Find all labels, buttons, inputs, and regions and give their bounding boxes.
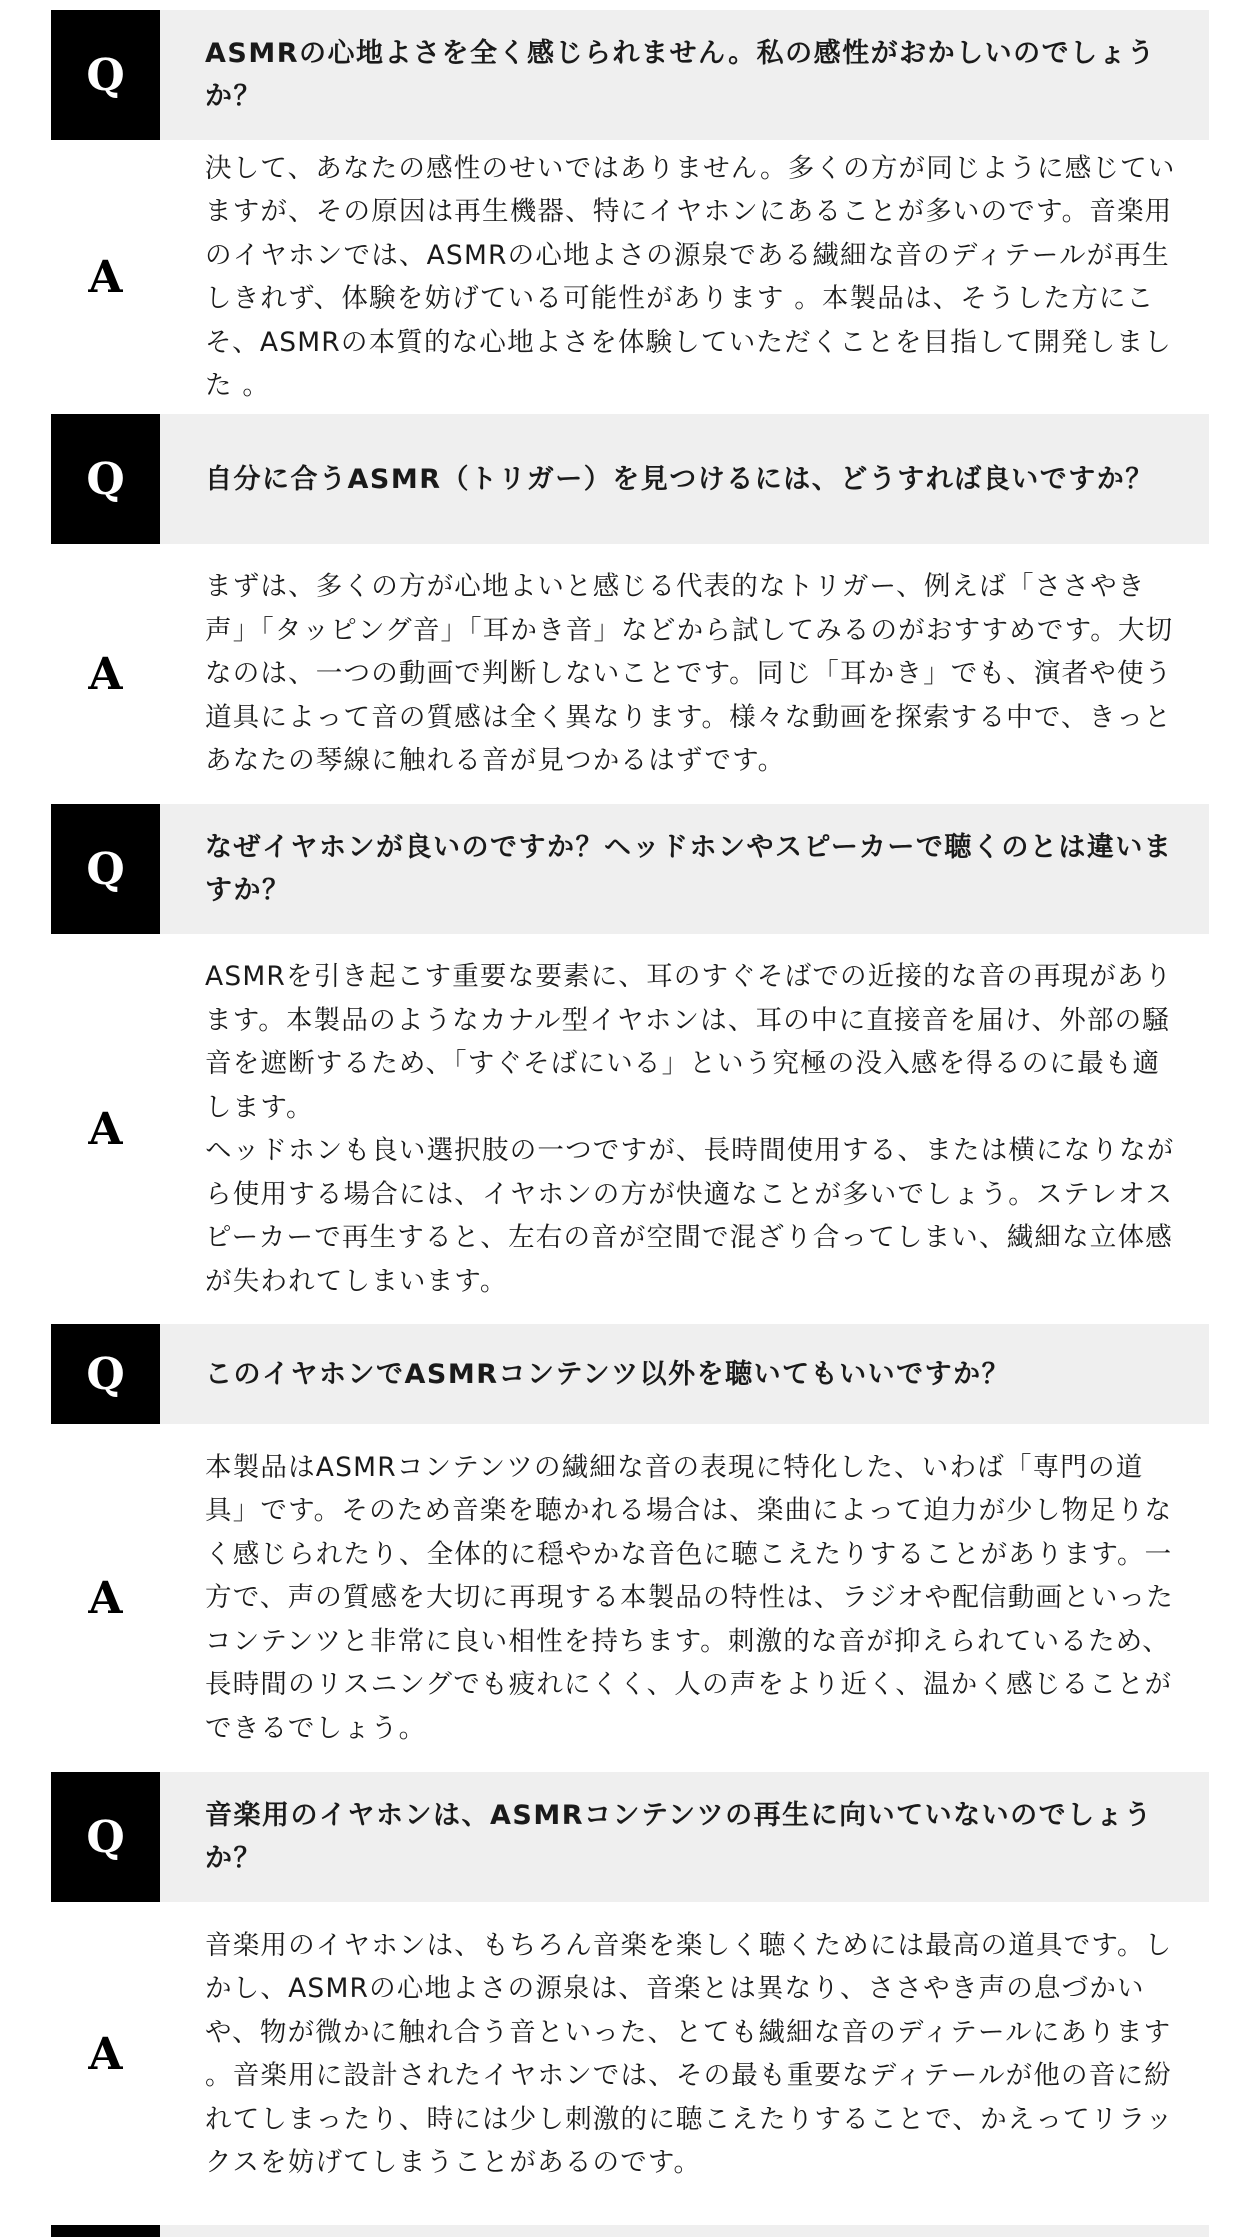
faq-answer-paragraph: ヘッドホンも良い選択肢の一つですが、長時間使用する、または横になりながら使用する場合には、イヤホンの方が快適なことが多いでしょう。ステレオスピーカーで再生すると、左右の音が空間で混ざり合ってしまい、繊細な立体感が失われてしまいます。 bbox=[205, 1135, 1175, 1297]
answer-badge: A bbox=[51, 140, 160, 414]
question-badge-partial bbox=[51, 2225, 160, 2237]
faq-question-row[interactable] bbox=[51, 804, 1209, 934]
question-badge: Q bbox=[51, 1324, 160, 1424]
faq-answer-row bbox=[51, 544, 1209, 804]
faq-question-text: ASMRの心地よさを全く感じられません。私の感性がおかしいのでしょうか？ bbox=[205, 38, 1156, 112]
faq-answer-row bbox=[51, 140, 1209, 414]
faq-question-row[interactable] bbox=[51, 10, 1209, 140]
faq-answer-paragraph: まずは、多くの方が心地よいと感じる代表的なトリガー、例えば「ささやき声」「タッピング音」「耳かき音」などから試してみるのがおすすめです。大切なのは、一つの動画で判断しないことです。同じ「耳かき」でも、演者や使う道具によって音の質感は全く異なります。様々な動画を探索する中で、きっとあなたの琴線に触れる音が見つかるはずです。 bbox=[205, 571, 1174, 777]
faq-answer-text bbox=[160, 140, 1209, 414]
faq-question-row[interactable] bbox=[51, 1772, 1209, 1902]
faq-question-text: このイヤホンでASMRコンテンツ以外を聴いてもいいですか？ bbox=[205, 1358, 1011, 1390]
faq-question-text: なぜイヤホンが良いのですか？ヘッドホンやスピーカーで聴くのとは違いますか？ bbox=[205, 832, 1173, 906]
faq-question-row[interactable] bbox=[51, 1324, 1209, 1424]
faq-answer-text bbox=[160, 1902, 1209, 2206]
question-badge: Q bbox=[51, 414, 160, 544]
question-badge: Q bbox=[51, 10, 160, 140]
faq-answer-paragraph: 音楽用のイヤホンは、もちろん音楽を楽しく聴くためには最高の道具です。しかし、ASMRの心地よさの源泉は、音楽とは異なり、ささやき声の息づかいや、物が微かに触れ合う音といった、とても繊細な音のディテールにあります 。音楽用に設計されたイヤホンでは、その最も重要なディテールが他の音に紛れてしまったり、時には少し刺激的に聴こえたりすることで、かえってリラックスを妨げてしまうことがあるのです。 bbox=[205, 1929, 1174, 2178]
faq-list bbox=[51, 10, 1209, 2206]
faq-question-text: 自分に合うASMR（トリガー）を見つけるには、どうすれば良いですか？ bbox=[205, 463, 1154, 495]
next-faq-question-row-partial[interactable] bbox=[51, 2225, 1209, 2237]
answer-badge: A bbox=[51, 1902, 160, 2206]
faq-answer-paragraph: ASMRを引き起こす重要な要素に、耳のすぐそばでの近接的な音の再現があります。本製品のようなカナル型イヤホンは、耳の中に直接音を届け、外部の騒音を遮断するため、「すぐそばにいる」という究極の没入感を得るのに最も適します。 bbox=[205, 961, 1173, 1123]
faq-answer-row bbox=[51, 1424, 1209, 1772]
faq-answer-text bbox=[160, 934, 1209, 1324]
faq-question-text: 音楽用のイヤホンは、ASMRコンテンツの再生に向いていないのでしょうか？ bbox=[205, 1800, 1153, 1874]
question-badge: Q bbox=[51, 804, 160, 934]
answer-badge: A bbox=[51, 544, 160, 804]
answer-badge: A bbox=[51, 934, 160, 1324]
faq-question-row[interactable] bbox=[51, 414, 1209, 544]
faq-answer-text bbox=[160, 1424, 1209, 1772]
faq-answer-row bbox=[51, 934, 1209, 1324]
faq-answer-row bbox=[51, 1902, 1209, 2206]
faq-answer-paragraph: 本製品はASMRコンテンツの繊細な音の表現に特化した、いわば「専門の道具」です。そのため音楽を聴かれる場合は、楽曲によって迫力が少し物足りなく感じられたり、全体的に穏やかな音色に聴こえたりすることがあります。一方で、声の質感を大切に再現する本製品の特性は、ラジオや配信動画といったコンテンツと非常に良い相性を持ちます。刺激的な音が抑えられているため、長時間のリスニングでも疲れにくく、人の声をより近く、温かく感じることができるでしょう。 bbox=[205, 1451, 1174, 1744]
faq-answer-text bbox=[160, 544, 1209, 804]
faq-answer-paragraph: 決して、あなたの感性のせいではありません。多くの方が同じように感じていますが、その原因は再生機器、特にイヤホンにあることが多いのです。音楽用のイヤホンでは、ASMRの心地よさの源泉である繊細な音のディテールが再生しきれず、体験を妨げている可能性があります 。本製品は、そうした方にこそ、ASMRの本質的な心地よさを体験していただくことを目指して開発しました 。 bbox=[205, 152, 1176, 401]
question-badge: Q bbox=[51, 1772, 160, 1902]
answer-badge: A bbox=[51, 1424, 160, 1772]
